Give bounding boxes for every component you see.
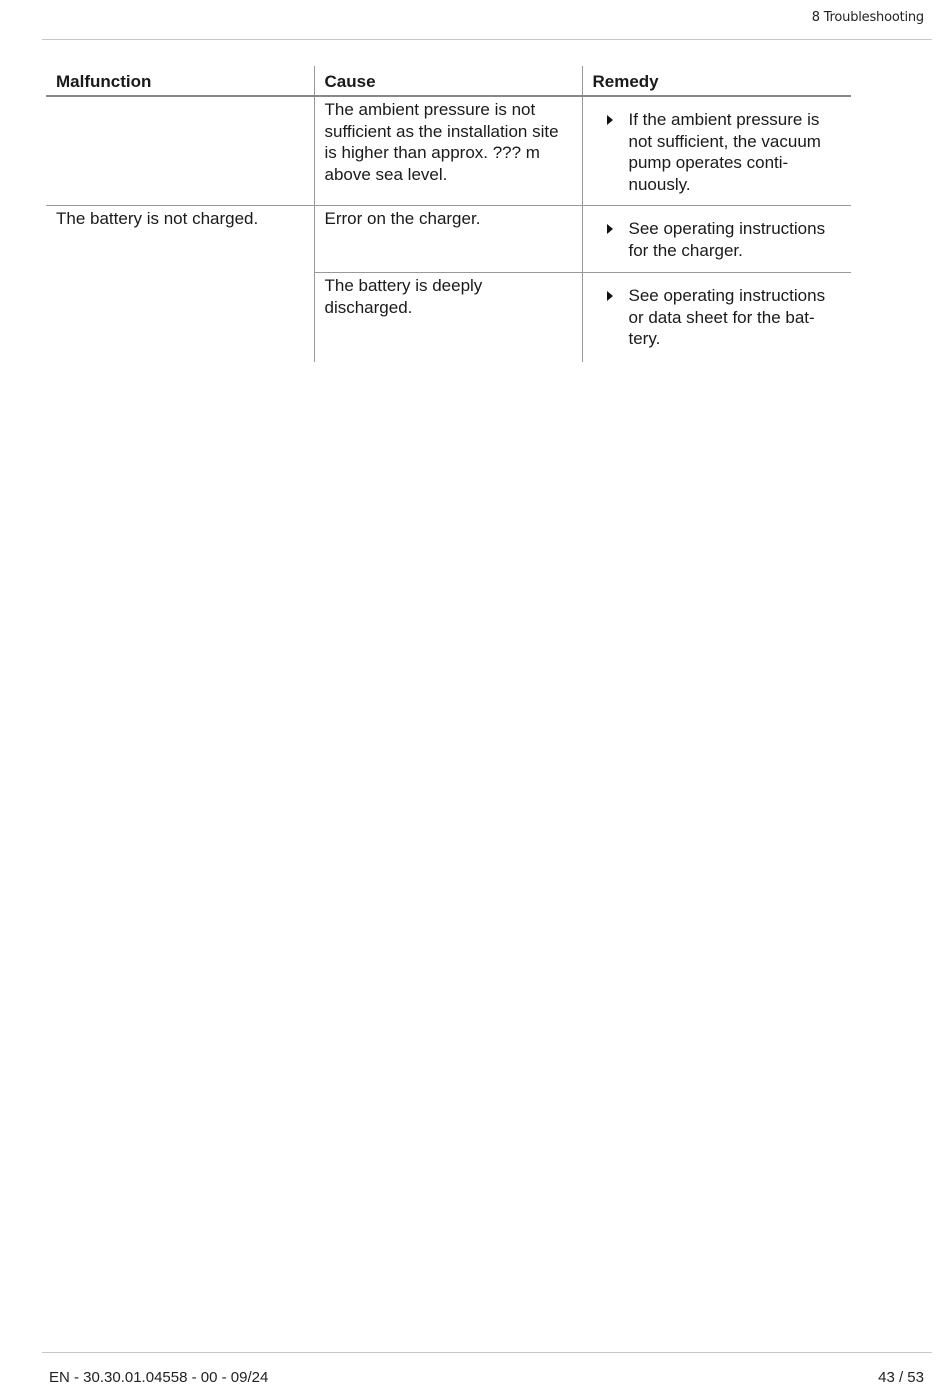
remedy-step — [593, 275, 842, 350]
remedy-step — [593, 99, 842, 195]
malfunction-cell: The battery is not charged. — [56, 209, 259, 228]
malfunction-cell — [46, 96, 314, 206]
header-divider — [42, 39, 932, 40]
column-header-remedy: Remedy — [582, 66, 851, 96]
remedy-cell — [582, 96, 851, 206]
column-header-cause: Cause — [314, 66, 582, 96]
cause-cell: The ambient pressure is not sufficient as the installation site is higher than approx. ??? m above sea level. — [314, 96, 582, 206]
cause-cell: The battery is deeply discharged. — [314, 273, 582, 363]
malfunction-cell — [46, 273, 314, 363]
remedy-text: See operating instructions for the charger. — [628, 219, 826, 260]
table-header-row — [46, 66, 851, 96]
table-row — [46, 206, 851, 273]
remedy-cell — [582, 206, 851, 273]
footer-divider — [42, 1352, 932, 1353]
column-header-malfunction: Malfunction — [46, 66, 314, 96]
table-row — [46, 96, 851, 206]
page-number: 43 / 53 — [878, 1369, 924, 1386]
table-row — [46, 273, 851, 363]
remedy-step — [593, 208, 842, 261]
remedy-text: See operating instructions or data sheet for the bat-tery. — [628, 286, 826, 348]
triangle-bullet-icon — [607, 291, 613, 301]
remedy-cell — [582, 273, 851, 363]
document-id: EN - 30.30.01.04558 - 00 - 09/24 — [49, 1369, 269, 1386]
cause-cell: Error on the charger. — [314, 206, 582, 273]
triangle-bullet-icon — [607, 224, 613, 234]
remedy-text: If the ambient pressure is not sufficient, the vacuum pump operates conti-nuously. — [628, 110, 821, 194]
troubleshooting-table — [46, 66, 851, 362]
triangle-bullet-icon — [607, 115, 613, 125]
running-header: 8 Troubleshooting — [811, 10, 924, 25]
